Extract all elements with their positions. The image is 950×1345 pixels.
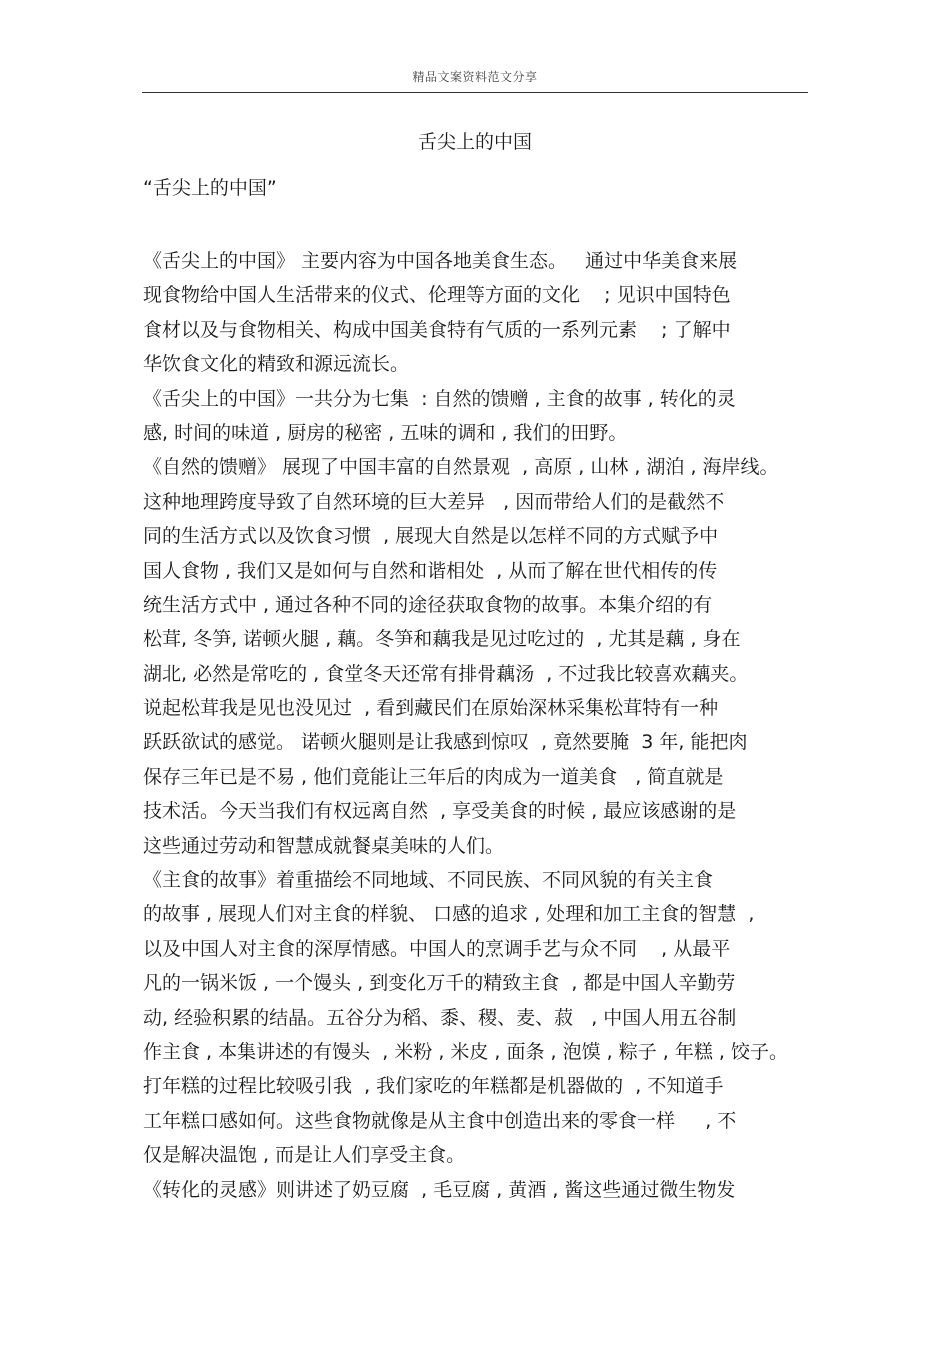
text-line: 《舌尖上的中国》 主要内容为中国各地美食生态。 通过中华美食来展	[143, 250, 738, 272]
text-line: 工年糕口感如何。这些食物就像是从主食中创造出来的零食一样 , 不	[143, 1109, 737, 1132]
text-line: 这种地理跨度导致了自然环境的巨大差异 , 因而带给人们的是截然不	[143, 490, 725, 513]
text-line: 《主食的故事》着重描绘不同地域、不同民族、不同风貌的有关主食	[143, 869, 714, 892]
text-line: 作主食 , 本集讲述的有馒头 , 米粉 , 米皮 , 面条 , 泡馍 , 粽子 , 年糕 , 饺子。	[143, 1040, 788, 1063]
text-line: 的故事 , 展现人们对主食的样貌、 口感的追求 , 处理和加工主食的智慧 ,	[143, 903, 755, 926]
text-line: 华饮食文化的精致和源远流长。	[143, 353, 410, 376]
text-line: 跃跃欲试的感觉。 诺顿火腿则是让我感到惊叹 , 竟然要腌 3 年, 能把肉	[143, 731, 748, 754]
text-line: 国人食物 , 我们又是如何与自然和谐相处 , 从而了解在世代相传的传	[143, 559, 718, 582]
text-line: 统生活方式中 , 通过各种不同的途径获取食物的故事。本集介绍的有	[143, 593, 713, 616]
document-title: 舌尖上的中国	[417, 131, 532, 153]
text-line: 说起松茸我是见也没见过 , 看到藏民们在原始深林采集松茸特有一种	[143, 697, 719, 720]
text-line: 《舌尖上的中国》一共分为七集 : 自然的馈赠 , 主食的故事 , 转化的灵	[143, 387, 736, 410]
text-line: 以及中国人对主食的深厚情感。中国人的烹调手艺与众不同 , 从最平	[143, 937, 731, 960]
text-line: 打年糕的过程比较吸引我 , 我们家吃的年糕都是机器做的 , 不知道手	[143, 1075, 724, 1098]
text-line: 凡的一锅米饭 , 一个馒头 , 到变化万千的精致主食 , 都是中国人辛勤劳	[143, 972, 736, 995]
text-line: 动, 经验积累的结晶。五谷分为稻、黍、稷、麦、菽 , 中国人用五谷制	[143, 1006, 737, 1029]
text-line: 仅是解决温饱 , 而是让人们享受主食。	[143, 1144, 466, 1167]
text-line: 同的生活方式以及饮食习惯 , 展现大自然是以怎样不同的方式赋予中	[143, 525, 719, 548]
text-line: 《转化的灵感》则讲述了奶豆腐 , 毛豆腐 , 黄酒 , 酱这些通过微生物发	[143, 1178, 736, 1201]
text-line: 这些通过劳动和智慧成就餐桌美味的人们。	[143, 834, 505, 857]
document-body	[143, 244, 823, 1207]
text-line: 保存三年已是不易 , 他们竟能让三年后的肉成为一道美食 , 简直就是	[143, 765, 724, 788]
text-line: 湖北, 必然是常吃的 , 食堂冬天还常有排骨藕汤 , 不过我比较喜欢藕夹。	[143, 662, 749, 685]
text-line: 现食物给中国人生活带来的仪式、伦理等方面的文化 ; 见识中国特色	[143, 284, 731, 307]
text-line: 技术活。今天当我们有权远离自然 , 享受美食的时候 , 最应该感谢的是	[143, 800, 737, 823]
text-line: 感, 时间的味道 , 厨房的秘密 , 五味的调和 , 我们的田野。	[143, 421, 628, 444]
text-line: 松茸, 冬笋, 诺顿火腿 , 藕。冬笋和藕我是见过吃过的 , 尤其是藕 , 身在	[143, 628, 741, 651]
text-line: 食材以及与食物相关、构成中国美食特有气质的一系列元素 ; 了解中	[143, 318, 731, 341]
header-text: 精品文案资料范文分享	[412, 70, 538, 84]
page-header	[142, 62, 808, 93]
text-line: 《自然的馈赠》 展现了中国丰富的自然景观 , 高原 , 山林 , 湖泊 , 海岸线。	[143, 456, 779, 479]
document-subtitle: “舌尖上的中国”	[143, 177, 277, 199]
